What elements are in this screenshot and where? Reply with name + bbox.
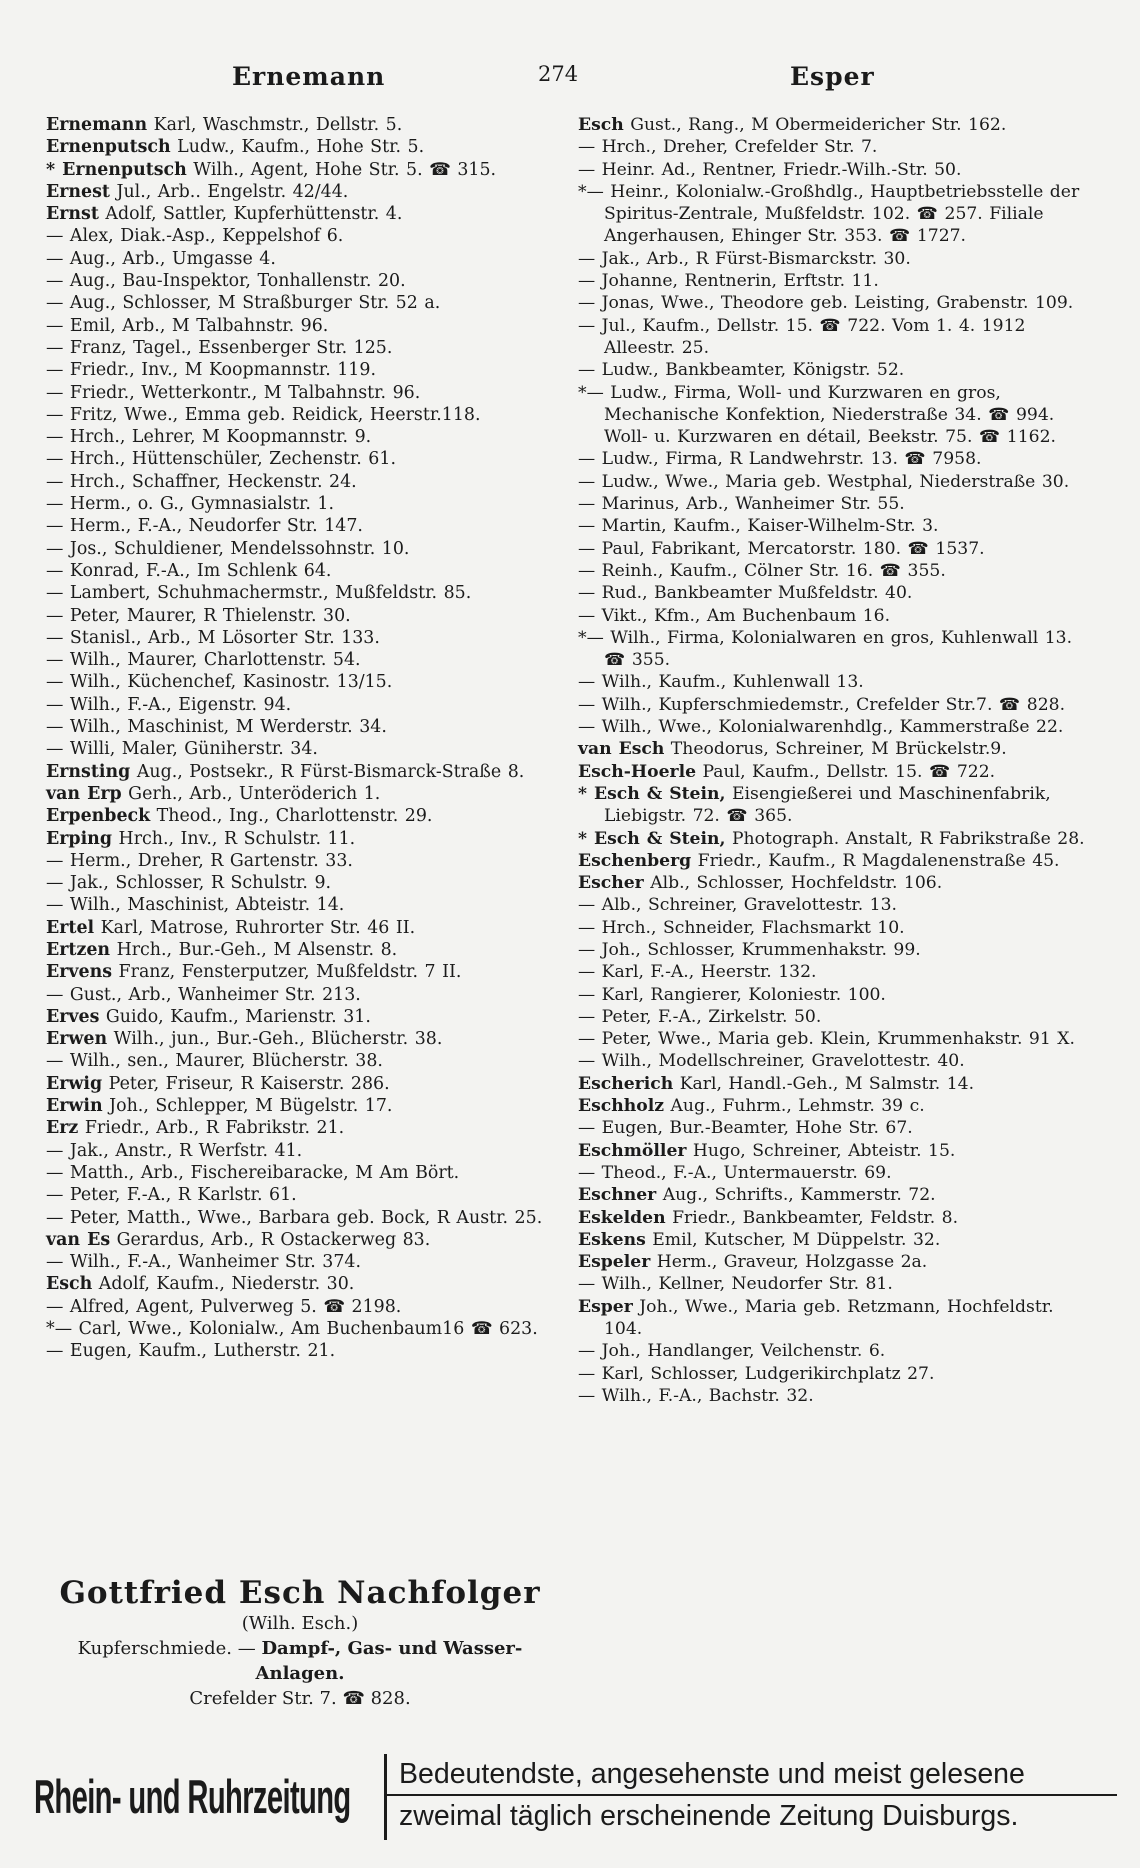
entry-details: Alb., Schlosser, Hochfeldstr. 106. bbox=[643, 873, 943, 894]
entry-surname: Eschholz bbox=[578, 1096, 664, 1117]
entry-details: Adolf, Sattler, Kupferhüttenstr. 4. bbox=[98, 204, 403, 225]
directory-entry bbox=[578, 694, 1086, 716]
entry-details: — Stanisl., Arb., M Lösorter Str. 133. bbox=[46, 627, 380, 648]
entry-surname: Ernenputsch bbox=[46, 137, 171, 158]
entry-details: — Wilh., Maschinist, Abteistr. 14. bbox=[46, 895, 345, 916]
directory-entry bbox=[46, 1073, 552, 1095]
directory-entry bbox=[46, 1273, 552, 1295]
entry-details: — Eugen, Kaufm., Lutherstr. 21. bbox=[46, 1341, 336, 1362]
entry-surname: van Es bbox=[46, 1229, 111, 1250]
entry-details: — Marinus, Arb., Wanheimer Str. 55. bbox=[578, 494, 905, 515]
entry-details: — Fritz, Wwe., Emma geb. Reidick, Heerstr.118. bbox=[46, 404, 481, 425]
directory-entry bbox=[46, 136, 552, 158]
directory-entry bbox=[46, 225, 552, 247]
entry-details: — Aug., Bau-Inspektor, Tonhallenstr. 20. bbox=[46, 271, 406, 292]
entry-details: — Franz, Tagel., Essenberger Str. 125. bbox=[46, 337, 393, 358]
entry-details: *— Wilh., Firma, Kolonialwaren en gros, Kuhlenwall 13. ☎ 355. bbox=[578, 627, 1073, 671]
directory-entry bbox=[46, 761, 552, 783]
entry-details: Hugo, Schreiner, Abteistr. 15. bbox=[686, 1140, 956, 1161]
entry-details: — Hrch., Lehrer, M Koopmannstr. 9. bbox=[46, 427, 372, 448]
entry-details: Guido, Kaufm., Marienstr. 31. bbox=[99, 1006, 371, 1027]
entry-details: — Paul, Fabrikant, Mercatorstr. 180. ☎ 1537. bbox=[578, 538, 985, 559]
directory-entry bbox=[578, 248, 1086, 270]
entry-details: Joh., Wwe., Maria geb. Retzmann, Hochfeldstr. 104. bbox=[604, 1296, 1054, 1340]
directory-entry bbox=[578, 181, 1086, 248]
entry-surname: Esch-Hoerle bbox=[578, 761, 697, 782]
page-header bbox=[0, 62, 1140, 102]
directory-entry bbox=[578, 1117, 1086, 1139]
directory-entry bbox=[578, 738, 1086, 760]
entry-details: — Wilh., sen., Maurer, Blücherstr. 38. bbox=[46, 1051, 383, 1072]
header-last-name: Esper bbox=[790, 62, 875, 91]
banner-text-box bbox=[384, 1754, 1117, 1840]
directory-entry bbox=[578, 961, 1086, 983]
entry-surname: Esch bbox=[578, 115, 624, 135]
entry-details: — Aug., Schlosser, M Straßburger Str. 52 a. bbox=[46, 293, 441, 314]
directory-entry bbox=[578, 627, 1086, 672]
entry-details: Emil, Kutscher, M Düppelstr. 32. bbox=[645, 1229, 941, 1250]
directory-entry bbox=[578, 939, 1086, 961]
entry-surname: Erping bbox=[46, 828, 112, 849]
directory-entry bbox=[46, 382, 552, 404]
entry-details: — Karl, Schlosser, Ludgerikirchplatz 27. bbox=[578, 1363, 935, 1384]
directory-entry bbox=[578, 1296, 1086, 1341]
directory-entry bbox=[46, 538, 552, 560]
entry-details: — Peter, Matth., Wwe., Barbara geb. Bock, R Austr. 25. bbox=[46, 1207, 543, 1228]
entry-details: — Alex, Diak.-Asp., Keppelshof 6. bbox=[46, 226, 344, 247]
entry-surname: Erwig bbox=[46, 1073, 103, 1094]
entry-details: — Wilh., Maschinist, M Werderstr. 34. bbox=[46, 717, 387, 738]
entry-details: — Reinh., Kaufm., Cölner Str. 16. ☎ 355. bbox=[578, 560, 946, 581]
entry-details: — Wilh., F.-A., Eigenstr. 94. bbox=[46, 694, 292, 715]
entry-surname: Erwen bbox=[46, 1029, 108, 1050]
directory-entry bbox=[578, 1251, 1086, 1273]
directory-entry bbox=[46, 270, 552, 292]
directory-entry bbox=[46, 671, 552, 693]
directory-entry bbox=[578, 471, 1086, 493]
directory-entry bbox=[578, 493, 1086, 515]
entry-surname: Ervens bbox=[46, 962, 113, 983]
directory-entry bbox=[578, 315, 1086, 360]
entry-details: — Johanne, Rentnerin, Erftstr. 11. bbox=[578, 271, 879, 292]
entry-details: — Ludw., Wwe., Maria geb. Westphal, Niederstraße 30. bbox=[578, 471, 1070, 492]
entry-details: — Rud., Bankbeamter Mußfeldstr. 40. bbox=[578, 583, 913, 604]
entry-details: — Wilh., Modellschreiner, Gravelottestr. 40. bbox=[578, 1051, 965, 1072]
entry-surname: Ernst bbox=[46, 204, 99, 225]
directory-entry bbox=[578, 671, 1086, 693]
entry-details: Joh., Schlepper, M Bügelstr. 17. bbox=[102, 1096, 393, 1117]
entry-surname: * Ernenputsch bbox=[46, 159, 187, 180]
directory-entry bbox=[46, 917, 552, 939]
entry-details: — Wilh., Kaufm., Kuhlenwall 13. bbox=[578, 672, 864, 693]
header-first-name: Ernemann bbox=[232, 62, 386, 91]
entry-details: Adolf, Kaufm., Niederstr. 30. bbox=[92, 1274, 355, 1295]
newspaper-banner bbox=[34, 1754, 1094, 1840]
directory-entry bbox=[578, 1385, 1086, 1407]
ad-owner: (Wilh. Esch.) bbox=[241, 1613, 359, 1634]
entry-details: — Wilh., F.-A., Wanheimer Str. 374. bbox=[46, 1252, 361, 1273]
directory-entry bbox=[46, 426, 552, 448]
entry-details: Theod., Ing., Charlottenstr. 29. bbox=[150, 806, 433, 827]
entry-details: Herm., Graveur, Holzgasse 2a. bbox=[650, 1252, 928, 1273]
entry-details: Friedr., Kaufm., R Magdalenenstraße 45. bbox=[691, 850, 1060, 871]
directory-entry bbox=[46, 315, 552, 337]
directory-entry bbox=[578, 984, 1086, 1006]
directory-entry bbox=[46, 694, 552, 716]
ad-trade-prefix: Kupferschmiede. — bbox=[77, 1638, 262, 1659]
page-number: 274 bbox=[538, 62, 579, 86]
entry-details: — Jos., Schuldiener, Mendelssohnstr. 10. bbox=[46, 538, 410, 559]
banner-line-2: zweimal täglich erscheinende Zeitung Duisburgs. bbox=[399, 1800, 1019, 1832]
entry-surname: Ertel bbox=[46, 917, 95, 938]
entry-details: — Jak., Arb., R Fürst-Bismarckstr. 30. bbox=[578, 248, 911, 269]
ad-address: Crefelder Str. 7. ☎ 828. bbox=[189, 1688, 411, 1709]
entry-surname: Eskelden bbox=[578, 1207, 666, 1228]
directory-entry bbox=[578, 582, 1086, 604]
directory-entry bbox=[46, 159, 552, 181]
directory-entry bbox=[46, 114, 552, 136]
entry-details: — Emil, Arb., M Talbahnstr. 96. bbox=[46, 315, 329, 336]
entry-details: — Martin, Kaufm., Kaiser-Wilhelm-Str. 3. bbox=[578, 516, 939, 537]
entry-details: Jul., Arb.. Engelstr. 42/44. bbox=[109, 181, 349, 202]
entry-details: — Ludw., Firma, R Landwehrstr. 13. ☎ 7958. bbox=[578, 449, 982, 470]
entry-details: — Hrch., Hüttenschüler, Zechenstr. 61. bbox=[46, 449, 396, 470]
entry-details: — Heinr. Ad., Rentner, Friedr.-Wilh.-Str. 50. bbox=[578, 159, 962, 180]
directory-entry bbox=[578, 872, 1086, 894]
directory-entry bbox=[578, 136, 1086, 158]
entry-details: Karl, Handl.-Geh., M Salmstr. 14. bbox=[673, 1073, 975, 1094]
entry-details: — Joh., Handlanger, Veilchenstr. 6. bbox=[578, 1341, 886, 1362]
entry-details: — Karl, F.-A., Heerstr. 132. bbox=[578, 962, 817, 983]
directory-entry bbox=[46, 850, 552, 872]
directory-entry bbox=[578, 716, 1086, 738]
directory-entry bbox=[46, 738, 552, 760]
directory-entry bbox=[46, 337, 552, 359]
entry-details: — Vikt., Kfm., Am Buchenbaum 16. bbox=[578, 605, 891, 626]
entry-surname: Ertzen bbox=[46, 939, 111, 960]
directory-entry bbox=[46, 515, 552, 537]
directory-entry bbox=[46, 894, 552, 916]
entry-surname: Erves bbox=[46, 1006, 100, 1027]
directory-entry bbox=[46, 805, 552, 827]
entry-surname: Eschenberg bbox=[578, 850, 692, 871]
entry-details: Gerh., Arb., Unteröderich 1. bbox=[121, 783, 381, 804]
directory-entry bbox=[46, 984, 552, 1006]
entry-details: Aug., Fuhrm., Lehmstr. 39 c. bbox=[664, 1096, 925, 1117]
entry-surname: van Erp bbox=[46, 783, 122, 804]
entry-details: — Friedr., Wetterkontr., M Talbahnstr. 96. bbox=[46, 382, 421, 403]
entry-details: — Joh., Schlosser, Krummenhakstr. 99. bbox=[578, 939, 921, 960]
entry-details: Ludw., Kaufm., Hohe Str. 5. bbox=[170, 137, 425, 158]
directory-entry bbox=[578, 359, 1086, 381]
banner-title: Rhein- und Ruhrzeitung bbox=[34, 1770, 351, 1823]
directory-entry bbox=[46, 203, 552, 225]
entry-surname: Erz bbox=[46, 1118, 79, 1139]
entry-details: — Wilh., F.-A., Bachstr. 32. bbox=[578, 1385, 814, 1406]
entry-details: *— Heinr., Kolonialw.-Großhdlg., Hauptbetriebsstelle der Spiritus-Zentrale, Mußfeldstr. 102. ☎ 257. Filiale Angerhausen, Ehinger Str. 353. ☎ 1727. bbox=[578, 181, 1080, 247]
entry-details: — Friedr., Inv., M Koopmannstr. 119. bbox=[46, 360, 376, 381]
entry-details: Hrch., Bur.-Geh., M Alsenstr. 8. bbox=[110, 939, 398, 960]
directory-entry bbox=[578, 1207, 1086, 1229]
directory-entry bbox=[578, 605, 1086, 627]
entry-details: — Wilh., Küchenchef, Kasinostr. 13/15. bbox=[46, 672, 393, 693]
directory-entry bbox=[46, 292, 552, 314]
directory-entry bbox=[46, 359, 552, 381]
directory-entry bbox=[578, 1184, 1086, 1206]
entry-details: Gust., Rang., M Obermeidericher Str. 162. bbox=[623, 115, 1007, 135]
directory-entry bbox=[46, 404, 552, 426]
entry-surname: Eschmöller bbox=[578, 1140, 687, 1161]
entry-surname: Escher bbox=[578, 873, 644, 894]
directory-entry bbox=[46, 716, 552, 738]
directory-entry bbox=[46, 1095, 552, 1117]
directory-entry bbox=[578, 783, 1086, 828]
entry-details: — Alb., Schreiner, Gravelottestr. 13. bbox=[578, 895, 898, 916]
entry-surname: Eschner bbox=[578, 1185, 657, 1206]
directory-entry bbox=[578, 538, 1086, 560]
entry-surname: * Esch & Stein, bbox=[578, 783, 726, 804]
directory-entry bbox=[46, 448, 552, 470]
entry-details: — Wilh., Kupferschmiedemstr., Crefelder Str.7. ☎ 828. bbox=[578, 694, 1066, 715]
banner-rule bbox=[387, 1794, 1117, 1796]
directory-entry bbox=[578, 560, 1086, 582]
directory-entry bbox=[46, 1207, 552, 1229]
directory-entry bbox=[46, 1140, 552, 1162]
directory-entry bbox=[46, 493, 552, 515]
entry-details: Karl, Waschmstr., Dellstr. 5. bbox=[147, 115, 403, 135]
directory-entry bbox=[578, 1340, 1086, 1362]
entry-details: — Jak., Schlosser, R Schulstr. 9. bbox=[46, 873, 332, 894]
directory-entry bbox=[578, 270, 1086, 292]
entry-details: Karl, Matrose, Ruhrorter Str. 46 II. bbox=[94, 917, 416, 938]
entry-details: — Peter, Wwe., Maria geb. Klein, Krummenhakstr. 91 X. bbox=[578, 1029, 1075, 1050]
directory-entry bbox=[578, 1363, 1086, 1385]
entry-surname: Eskens bbox=[578, 1229, 646, 1250]
entry-details: — Hrch., Schneider, Flachsmarkt 10. bbox=[578, 917, 905, 938]
directory-entry bbox=[46, 1184, 552, 1206]
directory-entry bbox=[578, 159, 1086, 181]
entry-details: — Herm., o. G., Gymnasialstr. 1. bbox=[46, 494, 334, 515]
directory-entry bbox=[46, 471, 552, 493]
directory-entry bbox=[46, 649, 552, 671]
entry-surname: Ernest bbox=[46, 181, 110, 202]
directory-entry bbox=[578, 1073, 1086, 1095]
entry-details: Photograph. Anstalt, R Fabrikstraße 28. bbox=[725, 828, 1085, 849]
directory-entry bbox=[578, 1006, 1086, 1028]
entry-details: — Alfred, Agent, Pulverweg 5. ☎ 2198. bbox=[46, 1296, 402, 1317]
directory-entry bbox=[46, 1251, 552, 1273]
entry-details: — Herm., Dreher, R Gartenstr. 33. bbox=[46, 850, 353, 871]
entry-surname: van Esch bbox=[578, 739, 665, 760]
directory-entry bbox=[578, 1028, 1086, 1050]
right-column bbox=[578, 114, 1086, 1407]
directory-entry bbox=[46, 582, 552, 604]
directory-entry bbox=[46, 1229, 552, 1251]
entry-details: — Willi, Maler, Güniherstr. 34. bbox=[46, 739, 318, 760]
entry-surname: Esper bbox=[578, 1296, 633, 1317]
entry-details: — Peter, F.-A., R Karlstr. 61. bbox=[46, 1185, 297, 1206]
directory-entry bbox=[578, 850, 1086, 872]
directory-entry bbox=[46, 783, 552, 805]
entry-details: *— Carl, Wwe., Kolonialw., Am Buchenbaum16 ☎ 623. bbox=[46, 1319, 538, 1340]
entry-details: — Karl, Rangierer, Koloniestr. 100. bbox=[578, 984, 886, 1005]
directory-entry bbox=[46, 872, 552, 894]
directory-entry bbox=[46, 1050, 552, 1072]
entry-details: — Jak., Anstr., R Werfstr. 41. bbox=[46, 1140, 303, 1161]
directory-entry bbox=[46, 248, 552, 270]
entry-surname: Ernsting bbox=[46, 761, 131, 782]
entry-surname: Erpenbeck bbox=[46, 806, 151, 827]
directory-entry bbox=[578, 292, 1086, 314]
directory-entry bbox=[578, 1229, 1086, 1251]
directory-entry bbox=[578, 1140, 1086, 1162]
entry-details: — Wilh., Maurer, Charlottenstr. 54. bbox=[46, 650, 361, 671]
directory-entry bbox=[46, 1162, 552, 1184]
directory-entry bbox=[578, 448, 1086, 470]
entry-details: Wilh., Agent, Hohe Str. 5. ☎ 315. bbox=[186, 159, 497, 180]
directory-entry bbox=[578, 1095, 1086, 1117]
entry-details: — Aug., Arb., Umgasse 4. bbox=[46, 248, 276, 269]
banner-line-1: Bedeutendste, angesehenste und meist gelesene bbox=[399, 1758, 1025, 1790]
entry-details: — Theod., F.-A., Untermauerstr. 69. bbox=[578, 1162, 892, 1183]
entry-details: Wilh., jun., Bur.-Geh., Blücherstr. 38. bbox=[107, 1029, 443, 1050]
directory-entry bbox=[578, 1162, 1086, 1184]
entry-details: Hrch., Inv., R Schulstr. 11. bbox=[112, 828, 356, 849]
entry-details: *— Ludw., Firma, Woll- und Kurzwaren en gros, Mechanische Konfektion, Niederstraße 34. ☎ 994. Woll- u. Kurzwaren en détail, Beekstr. 75. ☎ 1162. bbox=[578, 382, 1056, 448]
directory-entry bbox=[46, 1117, 552, 1139]
entry-details: — Hrch., Dreher, Crefelder Str. 7. bbox=[578, 137, 878, 158]
directory-entry bbox=[578, 1050, 1086, 1072]
entry-details: Paul, Kaufm., Dellstr. 15. ☎ 722. bbox=[696, 761, 996, 782]
left-column bbox=[46, 114, 552, 1363]
directory-entry bbox=[578, 114, 1086, 136]
directory-entry bbox=[46, 605, 552, 627]
directory-entry bbox=[46, 1028, 552, 1050]
entry-details: — Gust., Arb., Wanheimer Str. 213. bbox=[46, 984, 361, 1005]
entry-details: — Matth., Arb., Fischereibaracke, M Am Bört. bbox=[46, 1162, 460, 1183]
directory-entry bbox=[46, 1296, 552, 1318]
directory-entry bbox=[578, 894, 1086, 916]
entry-details: Eisengießerei und Maschinenfabrik, Liebigstr. 72. ☎ 365. bbox=[604, 783, 1051, 827]
entry-details: Theodorus, Schreiner, M Brückelstr.9. bbox=[664, 739, 1007, 760]
entry-details: Gerardus, Arb., R Ostackerweg 83. bbox=[110, 1229, 431, 1250]
entry-details: — Hrch., Schaffner, Heckenstr. 24. bbox=[46, 471, 357, 492]
directory-entry bbox=[46, 627, 552, 649]
entry-details: — Wilh., Kellner, Neudorfer Str. 81. bbox=[578, 1274, 893, 1295]
entry-details: — Jonas, Wwe., Theodore geb. Leisting, Grabenstr. 109. bbox=[578, 293, 1074, 314]
entry-surname: Esch bbox=[46, 1274, 93, 1295]
entry-details: Aug., Schrifts., Kammerstr. 72. bbox=[656, 1185, 936, 1206]
entry-details: Peter, Friseur, R Kaiserstr. 286. bbox=[102, 1073, 390, 1094]
directory-entry bbox=[46, 961, 552, 983]
entry-surname: Erwin bbox=[46, 1096, 103, 1117]
directory-entry bbox=[578, 828, 1086, 850]
entry-details: Aug., Postsekr., R Fürst-Bismarck-Straße 8. bbox=[130, 761, 525, 782]
ad-firm-name: Gottfried Esch Nachfolger bbox=[59, 1575, 541, 1611]
directory-entry bbox=[46, 1318, 552, 1340]
entry-surname: Ernemann bbox=[46, 115, 148, 135]
entry-details: — Peter, Maurer, R Thielenstr. 30. bbox=[46, 605, 351, 626]
directory-entry bbox=[46, 560, 552, 582]
directory-entry bbox=[46, 1006, 552, 1028]
entry-details: — Eugen, Bur.-Beamter, Hohe Str. 67. bbox=[578, 1118, 913, 1139]
entry-details: — Herm., F.-A., Neudorfer Str. 147. bbox=[46, 516, 363, 537]
advertisement bbox=[50, 1575, 550, 1711]
directory-entry bbox=[578, 515, 1086, 537]
entry-surname: Espeler bbox=[578, 1252, 651, 1273]
ad-trade bbox=[50, 1636, 550, 1686]
directory-entry bbox=[578, 761, 1086, 783]
entry-details: — Ludw., Bankbeamter, Königstr. 52. bbox=[578, 360, 905, 381]
entry-details: — Konrad, F.-A., Im Schlenk 64. bbox=[46, 560, 332, 581]
directory-entry bbox=[46, 1340, 552, 1362]
entry-surname: * Esch & Stein, bbox=[578, 828, 726, 849]
ad-trade-services: Dampf-, Gas- und Wasser-Anlagen. bbox=[255, 1638, 523, 1684]
entry-details: — Lambert, Schuhmachermstr., Mußfeldstr. 85. bbox=[46, 583, 472, 604]
directory-entry bbox=[46, 939, 552, 961]
directory-entry bbox=[46, 181, 552, 203]
entry-details: Franz, Fensterputzer, Mußfeldstr. 7 II. bbox=[112, 962, 462, 983]
directory-entry bbox=[578, 382, 1086, 449]
directory-entry bbox=[46, 828, 552, 850]
entry-details: Friedr., Arb., R Fabrikstr. 21. bbox=[78, 1118, 345, 1139]
entry-details: — Jul., Kaufm., Dellstr. 15. ☎ 722. Vom 1. 4. 1912 Alleestr. 25. bbox=[578, 315, 1026, 358]
entry-details: — Peter, F.-A., Zirkelstr. 50. bbox=[578, 1006, 822, 1027]
entry-surname: Escherich bbox=[578, 1073, 674, 1094]
entry-details: Friedr., Bankbeamter, Feldstr. 8. bbox=[665, 1207, 959, 1228]
directory-entry bbox=[578, 1273, 1086, 1295]
directory-entry bbox=[578, 917, 1086, 939]
entry-details: — Wilh., Wwe., Kolonialwarenhdlg., Kammerstraße 22. bbox=[578, 717, 1064, 738]
